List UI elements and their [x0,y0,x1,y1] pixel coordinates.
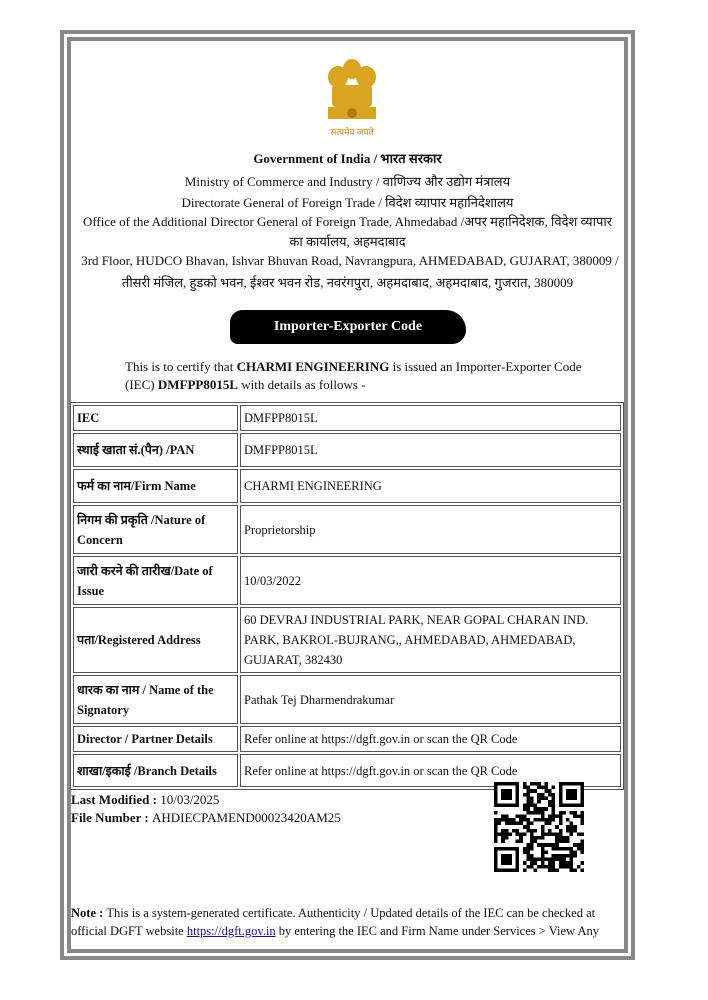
metadata [71,791,341,827]
row-label: शाखा/इकाई /Branch Details [73,754,238,787]
row-label: फर्म का नाम/Firm Name [73,469,238,503]
row-label: IEC [73,405,238,431]
row-value: 10/03/2022 [240,556,621,605]
iec-code: DMFPP8015L [157,377,239,392]
row-label: स्थाई खाता सं.(पैन) /PAN [73,433,238,467]
certification-statement: This is to certify that CHARMI ENGINEERING is issued an Importer-Exporter Code (IEC) DMFPP8015L with details as follows - [125,359,582,392]
row-value: Pathak Tej Dharmendrakumar [240,675,621,724]
header-government: Government of India / भारत सरकार [253,151,442,166]
certificate-title: Importer-Exporter Code [230,310,466,344]
header-directorate: Directorate General of Foreign Trade / विदेश व्यापार महानिदेशालय [181,195,514,210]
table-row [73,405,621,431]
row-label: पता/Registered Address [73,607,238,673]
firm-name: CHARMI ENGINEERING [236,359,390,374]
row-value: DMFPP8015L [240,433,621,467]
last-modified-label: Last Modified : [71,792,161,807]
table-row [73,556,621,605]
header-address-hi: तीसरी मंजिल, हुडको भवन, ईश्वर भवन रोड, नवरंगपुरा, अहमदाबाद, अहमदाबाद, गुजरात, 380009 [121,275,574,290]
table-row [73,505,621,554]
row-label: जारी करने की तारीख/Date of Issue [73,556,238,605]
header-office: Office of the Additional Director General of Foreign Trade, Ahmedabad /अपर महानिदेशक, विदेश व्यापार का कार्यालय, अहमदाबाद [82,214,613,249]
table-row [73,726,621,752]
row-value: Proprietorship [240,505,621,554]
header-address-en: 3rd Floor, HUDCO Bhavan, Ishvar Bhuvan Road, Navrangpura, AHMEDABAD, GUJARAT, 380009 / [81,253,619,268]
row-value: CHARMI ENGINEERING [240,469,621,503]
file-number-value: AHDIECPAMEND00023420AM25 [152,810,341,825]
row-value: Refer online at https://dgft.gov.in or scan the QR Code [240,726,621,752]
header-ministry: Ministry of Commerce and Industry / वाणिज्य और उद्योग मंत्रालय [184,174,511,189]
row-label: Director / Partner Details [73,726,238,752]
row-value: DMFPP8015L [240,405,621,431]
emblem-motto: सत्यमेव जयते [330,127,374,137]
iec-details-table [70,402,624,790]
row-label: धारक का नाम / Name of the Signatory [73,675,238,724]
last-modified-value: 10/03/2025 [160,792,220,807]
national-emblem-icon [316,55,388,140]
dgft-website-link[interactable]: https://dgft.gov.in [186,924,276,938]
table-row [73,607,621,673]
table-row [73,433,621,467]
note: Note : This is a system-generated certificate. Authenticity / Updated details of the IEC can be checked at official DGFT website https://dgft.gov.in by entering the IEC and Firm Name under Services > View Any [71,906,599,938]
row-label: निगम की प्रकृति /Nature of Concern [73,505,238,554]
file-number-label: File Number : [71,810,152,825]
table-row [73,469,621,503]
row-value: Refer online at https://dgft.gov.in or scan the QR Code [240,754,621,787]
qr-code-icon [494,782,584,872]
table-row [73,675,621,724]
note-label: Note : [71,906,107,920]
row-value: 60 DEVRAJ INDUSTRIAL PARK, NEAR GOPAL CHARAN IND. PARK, BAKROL-BUJRANG,, AHMEDABAD, AHMEDABAD, GUJARAT, 382430 [240,607,621,673]
